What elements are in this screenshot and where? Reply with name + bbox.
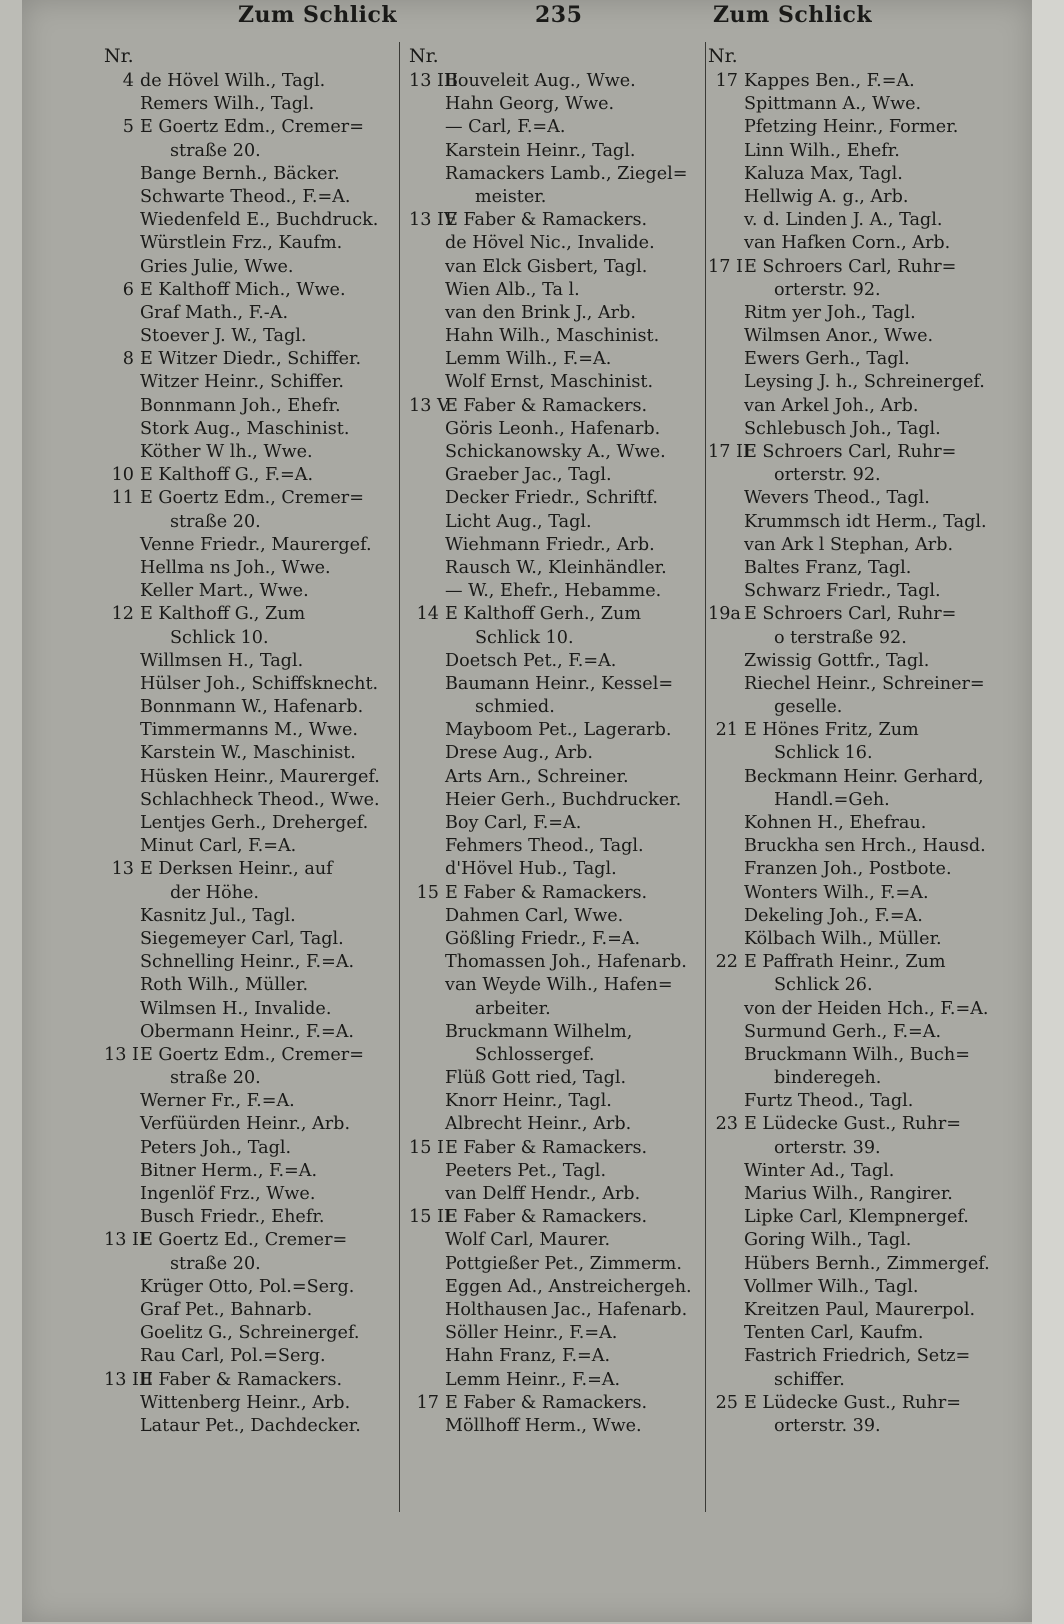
- resident-line: Bitner Herm., F.=A.: [140, 1160, 318, 1181]
- resident-line: Peters Joh., Tagl.: [140, 1137, 292, 1158]
- resident-line: Bonnmann W., Hafenarb.: [140, 697, 364, 718]
- resident-line: Wevers Theod., Tagl.: [744, 488, 930, 509]
- house-number: 5: [122, 117, 134, 138]
- entry-text: E Derksen Heinr., auf: [140, 859, 333, 880]
- entry-continuation: orterstr. 39.: [774, 1137, 881, 1158]
- resident-line: van Hafken Corn., Arb.: [744, 233, 951, 254]
- resident-line: Pottgießer Pet., Zimmerm.: [445, 1253, 682, 1274]
- house-number: 15 II: [409, 1207, 451, 1228]
- house-number-entry: [409, 1392, 699, 1415]
- resident-line: Roth Wilh., Müller.: [140, 975, 309, 996]
- house-number-entry: [409, 1137, 699, 1160]
- page-header: [0, 0, 1064, 34]
- resident-line: van den Brink J., Arb.: [445, 302, 636, 323]
- house-number-entry: [708, 70, 1008, 93]
- resident-line: van Weyde Wilh., Hafen=: [445, 975, 673, 996]
- entry-continuation: binderegeh.: [774, 1068, 882, 1089]
- house-number-entry: [708, 1392, 1008, 1415]
- entry-text: E Kalthoff G., Zum: [140, 604, 306, 625]
- resident-line: Baltes Franz, Tagl.: [744, 557, 912, 578]
- house-number-entry: [104, 279, 394, 302]
- house-number: 17 II: [708, 442, 750, 462]
- entry-text: E Paffrath Heinr., Zum: [744, 952, 946, 973]
- resident-line: Linn Wilh., Ehefr.: [744, 140, 900, 161]
- resident-line: d'Hövel Hub., Tagl.: [445, 859, 617, 880]
- resident-line: Holthausen Jac., Hafenarb.: [445, 1299, 688, 1320]
- resident-line: Bonnmann Joh., Ehefr.: [140, 395, 341, 416]
- resident-line: Lemm Heinr., F.=A.: [445, 1369, 621, 1390]
- resident-line: Willmsen H., Tagl.: [140, 650, 304, 671]
- resident-line: Rau Carl, Pol.=Serg.: [140, 1346, 326, 1367]
- resident-line: Witzer Heinr., Schiffer.: [140, 372, 344, 393]
- entry-continuation: straße 20.: [170, 511, 261, 532]
- resident-line: Göris Leonh., Hafenarb.: [445, 418, 661, 439]
- resident-line: Eggen Ad., Anstreichergeh.: [445, 1276, 692, 1297]
- entry-continuation: meister.: [475, 186, 547, 207]
- resident-line: Hüsken Heinr., Maurergef.: [140, 766, 380, 787]
- resident-line: Surmund Gerh., F.=A.: [744, 1021, 942, 1042]
- page-number: 235: [535, 2, 583, 28]
- resident-line: Wolf Ernst, Maschinist.: [445, 372, 654, 393]
- resident-line: Boy Carl, F.=A.: [445, 813, 582, 833]
- resident-line: Hellwig A. g., Arb.: [744, 186, 909, 207]
- house-number-entry: [409, 882, 699, 905]
- house-number-entry: [409, 70, 699, 93]
- entry-list: [104, 70, 394, 1438]
- house-number: 8: [122, 349, 134, 370]
- resident-line: Busch Friedr., Ehefr.: [140, 1207, 325, 1228]
- resident-line: Thomassen Joh., Hafenarb.: [445, 952, 687, 973]
- resident-line: Drese Aug., Arb.: [445, 743, 594, 764]
- resident-line: Lentjes Gerh., Drehergef.: [140, 813, 369, 833]
- resident-line: Pfetzing Heinr., Former.: [744, 117, 959, 138]
- resident-line: Ritm yer Joh., Tagl.: [744, 302, 916, 323]
- nr-label: Nr.: [708, 45, 738, 67]
- resident-line: Heier Gerh., Buchdrucker.: [445, 789, 682, 810]
- entry-text: E Faber & Ramackers.: [445, 210, 648, 231]
- resident-line: Werner Fr., F.=A.: [140, 1091, 295, 1112]
- entry-continuation: straße 20.: [170, 140, 261, 161]
- house-number-entry: [708, 719, 1008, 742]
- resident-line: Krüger Otto, Pol.=Serg.: [140, 1276, 355, 1297]
- entry-text: E Goertz Edm., Cremer=: [140, 488, 364, 509]
- house-number-entry: [104, 487, 394, 510]
- resident-line: Ingenlöf Frz., Wwe.: [140, 1184, 316, 1204]
- house-number: 12: [111, 604, 134, 625]
- house-number: 10: [111, 465, 134, 486]
- resident-line: Mayboom Pet., Lagerarb.: [445, 720, 672, 741]
- resident-line: van Arkel Joh., Arb.: [744, 395, 919, 416]
- house-number: 6: [122, 279, 134, 300]
- house-number-entry: [708, 256, 1008, 279]
- entry-text: E Faber & Ramackers.: [140, 1369, 343, 1390]
- resident-line: Kölbach Wilh., Müller.: [744, 928, 942, 949]
- resident-line: Marius Wilh., Rangirer.: [744, 1184, 953, 1204]
- entry-continuation: Schlick 10.: [170, 627, 269, 648]
- resident-line: Gößling Friedr., F.=A.: [445, 928, 641, 949]
- resident-line: Decker Friedr., Schriftf.: [445, 488, 658, 509]
- resident-line: Fehmers Theod., Tagl.: [445, 836, 644, 857]
- resident-line: Wilmsen H., Invalide.: [140, 998, 332, 1019]
- entry-text: E Faber & Ramackers.: [445, 1392, 648, 1413]
- entry-text: E Goertz Edm., Cremer=: [140, 117, 364, 138]
- entry-continuation: orterstr. 92.: [774, 279, 881, 300]
- house-number-entry: [104, 348, 394, 371]
- resident-line: Schlachheck Theod., Wwe.: [140, 789, 380, 810]
- entry-continuation: straße 20.: [170, 1068, 261, 1089]
- resident-line: Riechel Heinr., Schreiner=: [744, 673, 985, 694]
- entry-text: E Goertz Ed., Cremer=: [140, 1230, 348, 1251]
- house-number: 13 III: [104, 1369, 153, 1390]
- house-number-entry: [409, 395, 699, 418]
- resident-line: van Elck Gisbert, Tagl.: [445, 256, 648, 277]
- house-number: 21: [715, 720, 738, 741]
- entry-text: E Goertz Edm., Cremer=: [140, 1044, 364, 1065]
- resident-line: Lipke Carl, Klempnergef.: [744, 1207, 969, 1228]
- resident-line: Stork Aug., Maschinist.: [140, 418, 350, 439]
- house-number: 19a: [708, 604, 741, 625]
- resident-line: Keller Mart., Wwe.: [140, 581, 309, 602]
- entry-continuation: Schlick 10.: [475, 627, 574, 648]
- entry-text: E Schroers Carl, Ruhr=: [744, 442, 957, 462]
- resident-line: Hahn Wilh., Maschinist.: [445, 326, 660, 347]
- resident-line: Knorr Heinr., Tagl.: [445, 1091, 612, 1112]
- resident-line: Bruckmann Wilh., Buch=: [744, 1044, 970, 1065]
- entry-text: E Lüdecke Gust., Ruhr=: [744, 1392, 961, 1413]
- entry-text: Bouveleit Aug., Wwe.: [445, 71, 636, 91]
- house-number-entry: [409, 1206, 699, 1229]
- resident-line: Wilmsen Anor., Wwe.: [744, 326, 934, 347]
- resident-line: Bruckha sen Hrch., Hausd.: [744, 836, 986, 857]
- house-number: 17 I: [708, 256, 743, 277]
- nr-label: Nr.: [104, 45, 134, 67]
- resident-line: Dekeling Joh., F.=A.: [744, 905, 923, 926]
- resident-line: Flüß Gott ried, Tagl.: [445, 1068, 627, 1089]
- house-number: 14: [416, 604, 439, 625]
- resident-line: Goelitz G., Schreinergef.: [140, 1323, 360, 1344]
- house-number-entry: [104, 1369, 394, 1392]
- resident-line: Kasnitz Jul., Tagl.: [140, 905, 296, 926]
- resident-line: Gries Julie, Wwe.: [140, 256, 294, 277]
- entry-continuation: Handl.=Geh.: [774, 789, 890, 810]
- entry-text: E Schroers Carl, Ruhr=: [744, 604, 957, 625]
- resident-line: Schwarte Theod., F.=A.: [140, 186, 351, 207]
- resident-line: von der Heiden Hch., F.=A.: [744, 998, 989, 1019]
- resident-line: Bruckmann Wilhelm,: [445, 1021, 633, 1042]
- resident-line: Arts Arn., Schreiner.: [445, 766, 629, 787]
- page-edge: [1032, 0, 1064, 1624]
- resident-line: Schnelling Heinr., F.=A.: [140, 952, 355, 973]
- resident-line: Wonters Wilh., F.=A.: [744, 882, 929, 903]
- house-number: 13 II: [104, 1230, 146, 1251]
- entry-text: E Witzer Diedr., Schiffer.: [140, 349, 362, 370]
- resident-line: — Carl, F.=A.: [445, 117, 566, 138]
- entry-text: de Hövel Wilh., Tagl.: [140, 71, 326, 91]
- resident-line: Baumann Heinr., Kessel=: [445, 673, 674, 694]
- resident-line: Franzen Joh., Postbote.: [744, 859, 952, 880]
- house-number-entry: [409, 209, 699, 232]
- resident-line: Siegemeyer Carl, Tagl.: [140, 928, 344, 949]
- resident-line: Karstein Heinr., Tagl.: [445, 140, 636, 161]
- resident-line: Köther W lh., Wwe.: [140, 442, 313, 462]
- resident-line: Hahn Georg, Wwe.: [445, 94, 615, 115]
- entry-text: E Faber & Ramackers.: [445, 882, 648, 903]
- house-number: 11: [111, 488, 134, 509]
- house-number-entry: [708, 603, 1008, 626]
- house-number: 22: [715, 952, 738, 973]
- house-number-entry: [104, 603, 394, 626]
- entry-continuation: orterstr. 92.: [774, 465, 881, 486]
- resident-line: Beckmann Heinr. Gerhard,: [744, 766, 984, 787]
- resident-line: Wiedenfeld E., Buchdruck.: [140, 210, 379, 231]
- entry-text: E Schroers Carl, Ruhr=: [744, 256, 957, 277]
- running-title-left: Zum Schlick: [238, 2, 398, 28]
- resident-line: Albrecht Heinr., Arb.: [445, 1114, 632, 1135]
- resident-line: Minut Carl, F.=A.: [140, 836, 297, 857]
- resident-line: de Hövel Nic., Invalide.: [445, 233, 655, 254]
- resident-line: Venne Friedr., Maurergef.: [140, 534, 372, 555]
- house-number: 15 I: [409, 1137, 444, 1158]
- resident-line: Karstein W., Maschinist.: [140, 743, 356, 764]
- resident-line: Graf Pet., Bahnarb.: [140, 1299, 313, 1320]
- column-1: [104, 44, 394, 1438]
- resident-line: van Ark l Stephan, Arb.: [744, 534, 954, 555]
- resident-line: Wittenberg Heinr., Arb.: [140, 1392, 351, 1413]
- house-number: 4: [122, 71, 134, 91]
- entry-continuation: Schlick 16.: [774, 743, 873, 764]
- resident-line: Würstlein Frz., Kaufm.: [140, 233, 343, 254]
- resident-line: Graf Math., F.-A.: [140, 302, 289, 323]
- resident-line: Remers Wilh., Tagl.: [140, 94, 315, 115]
- resident-line: Licht Aug., Tagl.: [445, 511, 592, 532]
- house-number: 13: [111, 859, 134, 880]
- resident-line: Obermann Heinr., F.=A.: [140, 1021, 355, 1042]
- entry-list: [708, 70, 1008, 1438]
- resident-line: Graeber Jac., Tagl.: [445, 465, 612, 486]
- resident-line: Leysing J. h., Schreinergef.: [744, 372, 985, 393]
- running-title-right: Zum Schlick: [713, 2, 873, 28]
- house-number-entry: [104, 116, 394, 139]
- resident-line: Kohnen H., Ehefrau.: [744, 813, 927, 833]
- resident-line: Hübers Bernh., Zimmergef.: [744, 1253, 990, 1274]
- entry-text: E Faber & Ramackers.: [445, 1207, 648, 1228]
- column-2: [409, 44, 699, 1438]
- resident-line: Ramackers Lamb., Ziegel=: [445, 163, 688, 184]
- house-number-entry: [708, 1113, 1008, 1136]
- house-number-entry: [104, 858, 394, 881]
- entry-list: [409, 70, 699, 1438]
- house-number-entry: [104, 1044, 394, 1067]
- resident-line: Zwissig Gottfr., Tagl.: [744, 650, 930, 671]
- resident-line: Kaluza Max, Tagl.: [744, 163, 903, 184]
- resident-line: Vollmer Wilh., Tagl.: [744, 1276, 919, 1297]
- house-number-entry: [708, 951, 1008, 974]
- entry-text: E Kalthoff Gerh., Zum: [445, 604, 642, 625]
- column-3: [708, 44, 1008, 1438]
- entry-text: Kappes Ben., F.=A.: [744, 71, 915, 91]
- resident-line: Furtz Theod., Tagl.: [744, 1091, 914, 1112]
- entry-text: E Lüdecke Gust., Ruhr=: [744, 1114, 961, 1135]
- resident-line: Ewers Gerh., Tagl.: [744, 349, 910, 370]
- resident-line: Tenten Carl, Kaufm.: [744, 1323, 924, 1344]
- resident-line: Söller Heinr., F.=A.: [445, 1323, 618, 1344]
- entry-continuation: Schlick 26.: [774, 975, 873, 996]
- house-number: 13 IV: [409, 210, 457, 231]
- house-number-entry: [409, 603, 699, 626]
- entry-continuation: o terstraße 92.: [774, 627, 907, 648]
- resident-line: Lemm Wilh., F.=A.: [445, 349, 612, 370]
- resident-line: Hellma ns Joh., Wwe.: [140, 557, 331, 578]
- resident-line: Wien Alb., Ta l.: [445, 279, 580, 300]
- resident-line: Wiehmann Friedr., Arb.: [445, 534, 655, 555]
- resident-line: Rausch W., Kleinhändler.: [445, 557, 667, 578]
- resident-line: Krummsch idt Herm., Tagl.: [744, 511, 987, 532]
- entry-continuation: geselle.: [774, 697, 843, 718]
- house-number-entry: [104, 70, 394, 93]
- house-number: 15: [416, 882, 439, 903]
- resident-line: Schwarz Friedr., Tagl.: [744, 581, 941, 602]
- resident-line: Dahmen Carl, Wwe.: [445, 905, 624, 926]
- resident-line: — W., Ehefr., Hebamme.: [445, 581, 662, 602]
- resident-line: Schlebusch Joh., Tagl.: [744, 418, 941, 439]
- house-number-entry: [708, 441, 1008, 464]
- entry-continuation: schmied.: [475, 697, 555, 718]
- resident-line: Spittmann A., Wwe.: [744, 94, 922, 115]
- resident-line: Kreitzen Paul, Maurerpol.: [744, 1299, 976, 1320]
- entry-text: E Kalthoff G., F.=A.: [140, 465, 314, 486]
- entry-continuation: straße 20.: [170, 1253, 261, 1274]
- entry-continuation: arbeiter.: [475, 998, 551, 1019]
- column-divider: [705, 42, 706, 1512]
- resident-line: Goring Wilh., Tagl.: [744, 1230, 912, 1251]
- house-number: 13 I: [104, 1044, 139, 1065]
- entry-text: E Faber & Ramackers.: [445, 395, 648, 416]
- entry-text: E Faber & Ramackers.: [445, 1137, 648, 1158]
- nr-label: Nr.: [409, 45, 439, 67]
- entry-continuation: der Höhe.: [170, 882, 259, 903]
- resident-line: Fastrich Friedrich, Setz=: [744, 1346, 971, 1367]
- entry-text: E Hönes Fritz, Zum: [744, 720, 919, 741]
- resident-line: Doetsch Pet., F.=A.: [445, 650, 617, 671]
- resident-line: Schickanowsky A., Wwe.: [445, 442, 666, 462]
- resident-line: Hülser Joh., Schiffsknecht.: [140, 673, 379, 694]
- house-number-entry: [104, 1229, 394, 1252]
- house-number: 13 V: [409, 395, 450, 416]
- resident-line: Hahn Franz, F.=A.: [445, 1346, 611, 1367]
- entry-continuation: schiffer.: [774, 1369, 845, 1390]
- resident-line: Timmermanns M., Wwe.: [140, 720, 358, 741]
- house-number: 13 III: [409, 71, 458, 91]
- resident-line: Wolf Carl, Maurer.: [445, 1230, 611, 1251]
- resident-line: Verfüürden Heinr., Arb.: [140, 1114, 351, 1135]
- resident-line: v. d. Linden J. A., Tagl.: [744, 210, 943, 231]
- resident-line: Bange Bernh., Bäcker.: [140, 163, 340, 184]
- house-number-entry: [104, 464, 394, 487]
- resident-line: van Delff Hendr., Arb.: [445, 1184, 641, 1204]
- entry-text: E Kalthoff Mich., Wwe.: [140, 279, 346, 300]
- house-number: 17: [715, 71, 738, 91]
- house-number: 25: [715, 1392, 738, 1413]
- entry-continuation: orterstr. 39.: [774, 1415, 881, 1436]
- house-number: 17: [416, 1392, 439, 1413]
- entry-continuation: Schlossergef.: [475, 1044, 595, 1065]
- house-number: 23: [715, 1114, 738, 1135]
- resident-line: Lataur Pet., Dachdecker.: [140, 1415, 361, 1436]
- resident-line: Stoever J. W., Tagl.: [140, 326, 307, 347]
- resident-line: Möllhoff Herm., Wwe.: [445, 1415, 642, 1436]
- resident-line: Winter Ad., Tagl.: [744, 1160, 895, 1181]
- column-divider: [399, 42, 400, 1512]
- resident-line: Peeters Pet., Tagl.: [445, 1160, 607, 1181]
